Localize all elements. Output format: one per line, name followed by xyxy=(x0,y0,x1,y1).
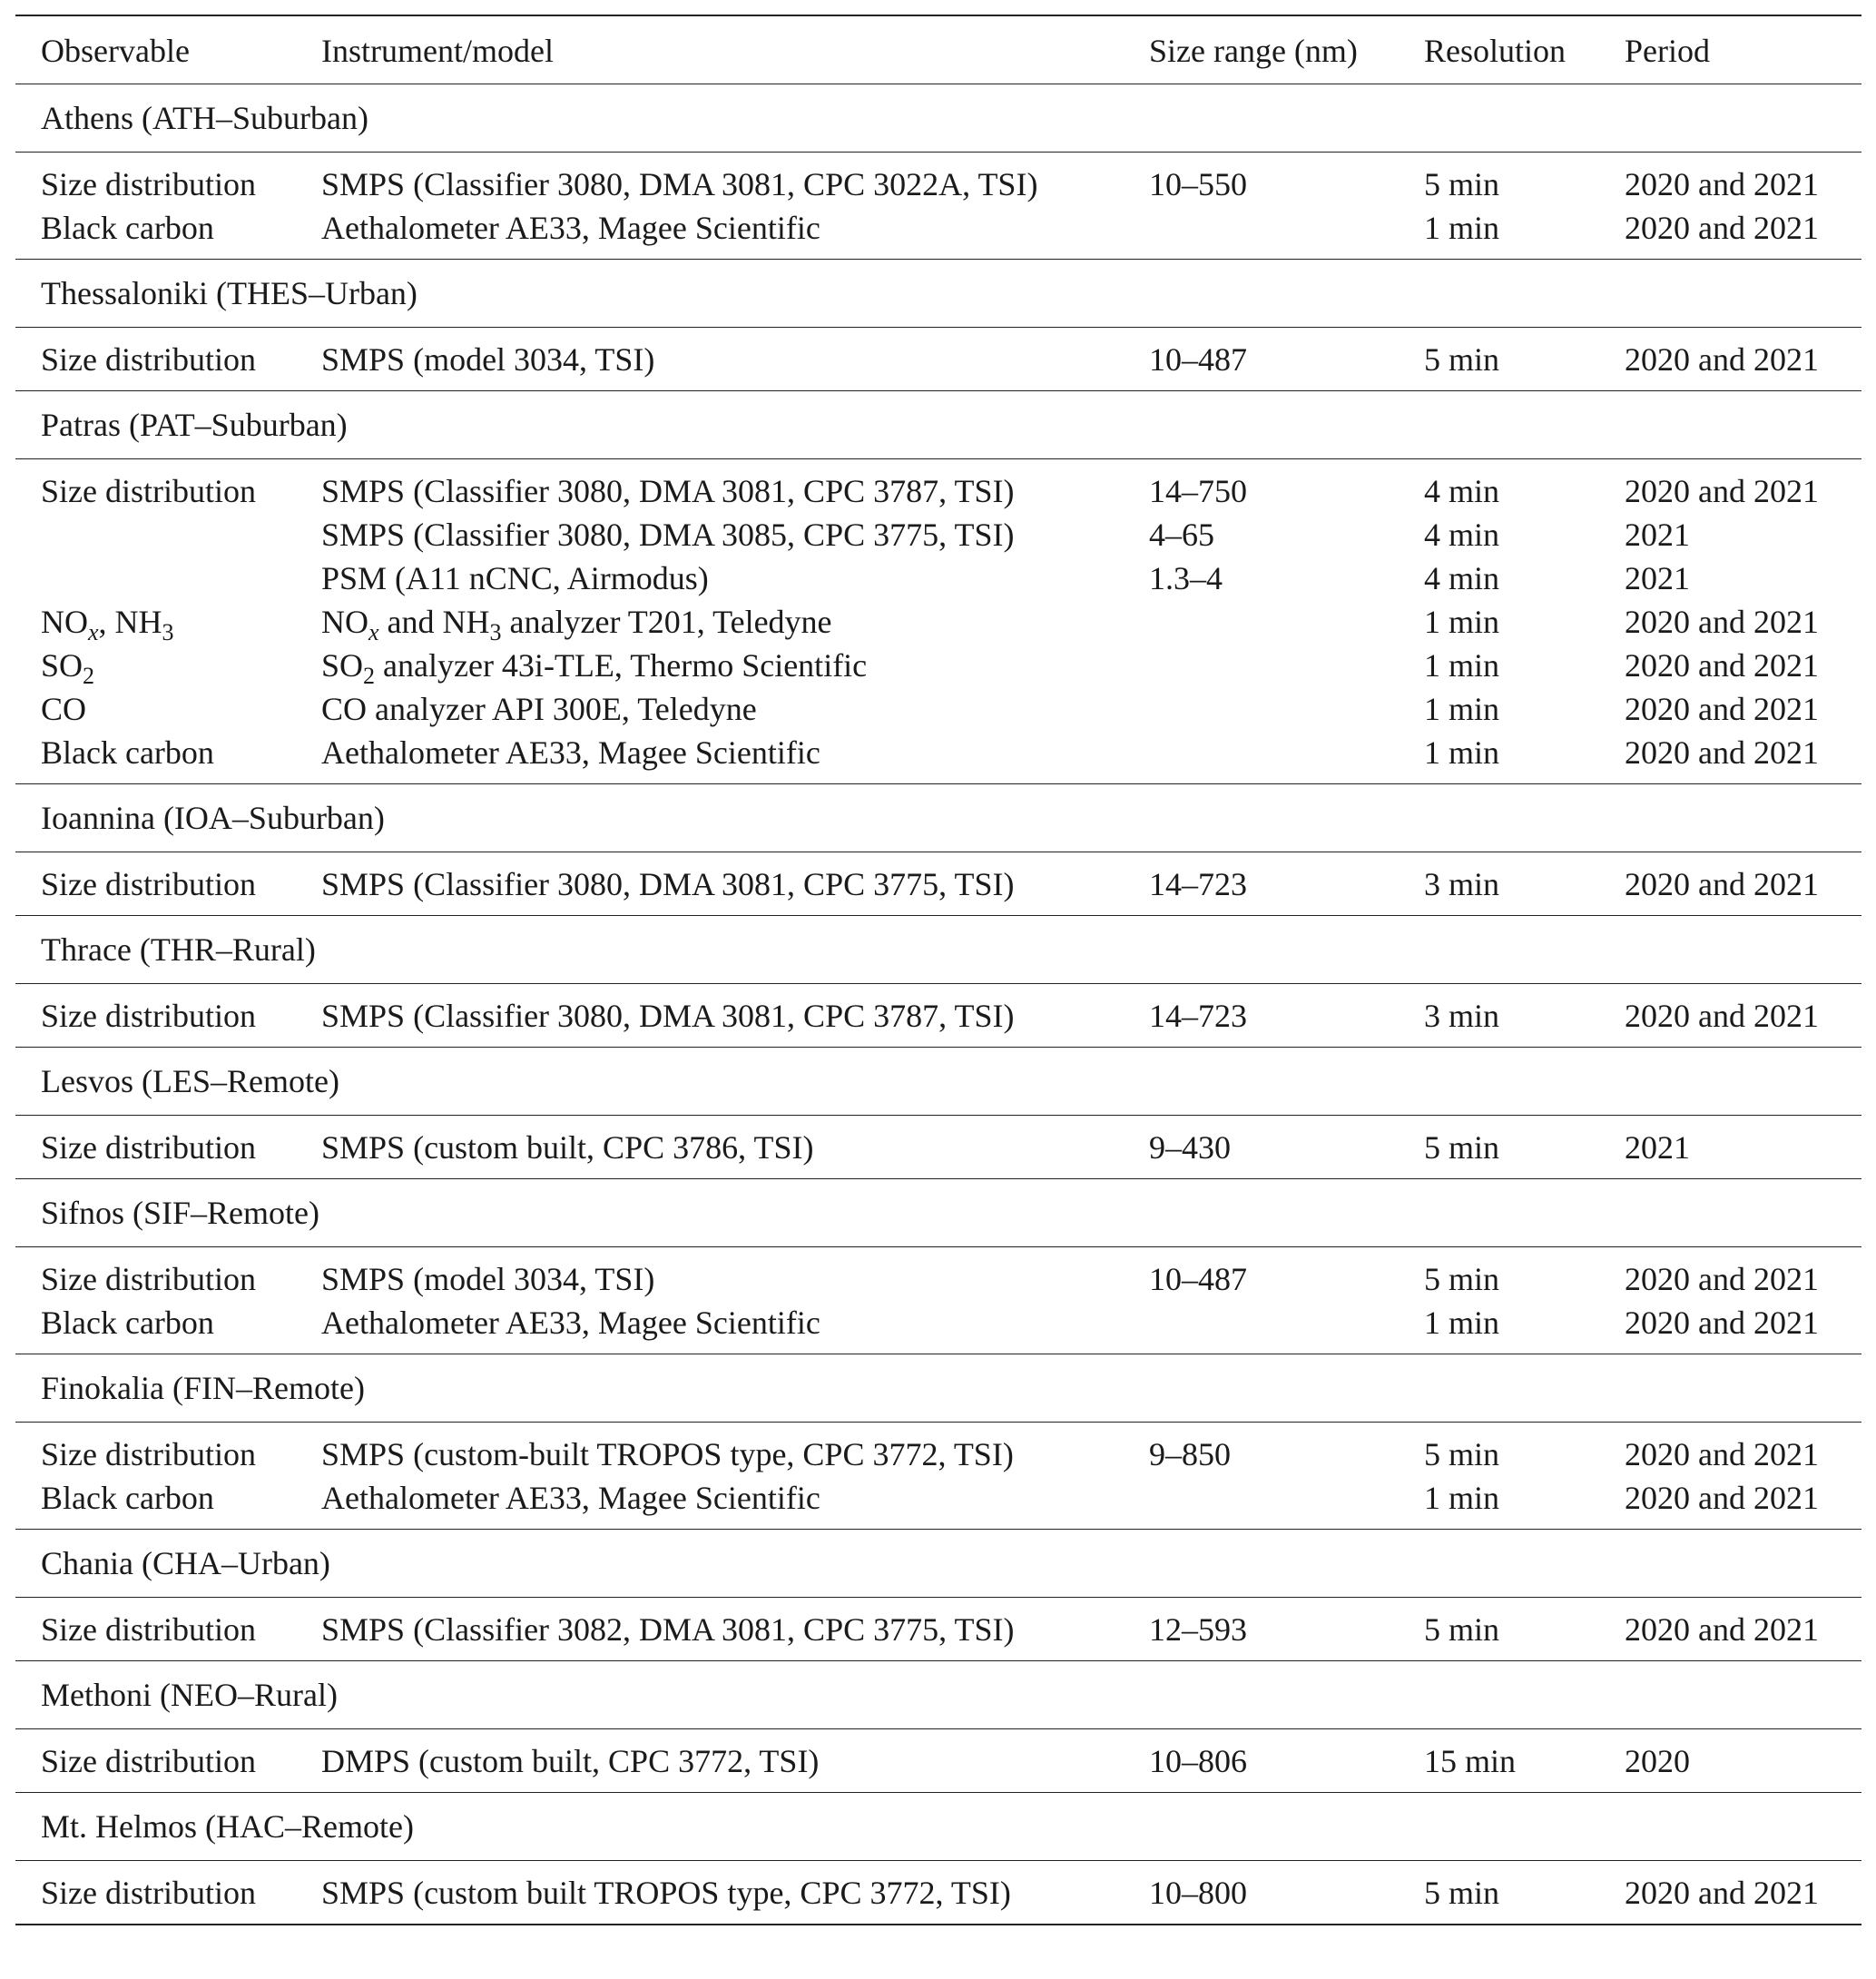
site-name: Thessaloniki (THES–Urban) xyxy=(41,275,417,311)
period-cell: 2020 and 2021 xyxy=(1625,866,1819,902)
instrument-cell: CO analyzer API 300E, Teledyne xyxy=(321,691,757,727)
instrument-cell: SMPS (Classifier 3082, DMA 3081, CPC 3775, TSI) xyxy=(321,1611,1015,1648)
period-cell: 2020 and 2021 xyxy=(1625,1436,1819,1472)
site-name: Athens (ATH–Suburban) xyxy=(41,100,368,136)
resolution-cell: 1 min xyxy=(1424,1480,1500,1516)
observable-cell: Size distribution xyxy=(41,1875,256,1911)
site-name: Finokalia (FIN–Remote) xyxy=(41,1370,365,1406)
instrument-cell: SMPS (Classifier 3080, DMA 3081, CPC 3022A, TSI) xyxy=(321,166,1038,202)
observable-cell xyxy=(15,513,296,556)
instrument-cell: SMPS (Classifier 3080, DMA 3081, CPC 3775, TSI) xyxy=(321,866,1015,902)
site-group xyxy=(15,1048,1861,1179)
site-header-row xyxy=(15,1179,1861,1247)
table-row xyxy=(15,513,1861,556)
table-row xyxy=(15,1861,1861,1925)
instrument-cell: SMPS (custom-built TROPOS type, CPC 3772, TSI) xyxy=(321,1436,1014,1472)
instrument-cell: Aethalometer AE33, Magee Scientific xyxy=(321,1305,820,1341)
site-group xyxy=(15,391,1861,784)
instrument-cell: $SO_2$ analyzer 43i-TLE, Thermo Scientific xyxy=(321,647,868,689)
resolution-cell: 4 min xyxy=(1424,473,1500,509)
resolution-cell: 5 min xyxy=(1424,166,1500,202)
site-group xyxy=(15,1354,1861,1530)
instrument-cell: SMPS (model 3034, TSI) xyxy=(321,1261,655,1297)
table-row xyxy=(15,1116,1861,1179)
size-range-cell: 10–806 xyxy=(1149,1743,1247,1779)
resolution-cell: 5 min xyxy=(1424,1261,1500,1297)
observable-cell: Size distribution xyxy=(41,1261,256,1297)
resolution-cell: 5 min xyxy=(1424,1129,1500,1166)
table-row xyxy=(15,731,1861,784)
site-name: Methoni (NEO–Rural) xyxy=(41,1677,338,1713)
size-range-cell: 4–65 xyxy=(1149,517,1214,553)
table-row xyxy=(15,1247,1861,1302)
site-header-row xyxy=(15,1048,1861,1116)
observable-cell: Size distribution xyxy=(41,1436,256,1472)
site-header-row xyxy=(15,916,1861,984)
observable-cell: Size distribution xyxy=(41,998,256,1034)
size-range-cell: 9–850 xyxy=(1149,1436,1231,1472)
header-instrument-model: Instrument/model xyxy=(321,33,554,69)
observable-cell: $NO_x$, $NH_3$ xyxy=(41,604,174,645)
period-cell: 2020 and 2021 xyxy=(1625,1611,1819,1648)
size-range-cell: 10–800 xyxy=(1149,1875,1247,1911)
observable-cell xyxy=(15,556,296,600)
size-range-cell xyxy=(1124,687,1399,731)
observable-cell: Black carbon xyxy=(41,734,214,771)
period-cell: 2020 and 2021 xyxy=(1625,1305,1819,1341)
period-cell: 2020 and 2021 xyxy=(1625,1875,1819,1911)
instrument-cell: Aethalometer AE33, Magee Scientific xyxy=(321,734,820,771)
period-cell: 2020 xyxy=(1625,1743,1690,1779)
period-cell: 2020 and 2021 xyxy=(1625,691,1819,727)
site-name: Ioannina (IOA–Suburban) xyxy=(41,800,385,836)
header-size-range: Size range (nm) xyxy=(1149,33,1358,69)
size-range-cell: 10–550 xyxy=(1149,166,1247,202)
observable-cell: Black carbon xyxy=(41,1305,214,1341)
resolution-cell: 15 min xyxy=(1424,1743,1517,1779)
site-name: Chania (CHA–Urban) xyxy=(41,1545,330,1581)
table-row xyxy=(15,206,1861,260)
size-range-cell: 14–723 xyxy=(1149,998,1247,1034)
instrument-cell: SMPS (custom built, CPC 3786, TSI) xyxy=(321,1129,814,1166)
instrument-cell: Aethalometer AE33, Magee Scientific xyxy=(321,1480,820,1516)
period-cell: 2020 and 2021 xyxy=(1625,341,1819,378)
size-range-cell xyxy=(1124,731,1399,784)
resolution-cell: 1 min xyxy=(1424,691,1500,727)
table-row xyxy=(15,984,1861,1048)
size-range-cell: 10–487 xyxy=(1149,1261,1247,1297)
site-name: Lesvos (LES–Remote) xyxy=(41,1063,339,1099)
table-row xyxy=(15,644,1861,687)
table-row xyxy=(15,1301,1861,1354)
table-row xyxy=(15,687,1861,731)
period-cell: 2021 xyxy=(1625,1129,1690,1166)
size-range-cell xyxy=(1124,1301,1399,1354)
period-cell: 2021 xyxy=(1625,560,1690,596)
instrument-cell: SMPS (Classifier 3080, DMA 3085, CPC 3775, TSI) xyxy=(321,517,1015,553)
header-row xyxy=(15,15,1861,84)
table-row xyxy=(15,1476,1861,1530)
instrument-cell: SMPS (model 3034, TSI) xyxy=(321,341,655,378)
site-group xyxy=(15,260,1861,391)
instrument-cell: PSM (A11 nCNC, Airmodus) xyxy=(321,560,709,596)
period-cell: 2020 and 2021 xyxy=(1625,647,1819,684)
resolution-cell: 1 min xyxy=(1424,604,1500,640)
resolution-cell: 3 min xyxy=(1424,866,1500,902)
size-range-cell xyxy=(1124,206,1399,260)
size-range-cell xyxy=(1124,644,1399,687)
site-group xyxy=(15,84,1861,260)
resolution-cell: 1 min xyxy=(1424,734,1500,771)
header-observable: Observable xyxy=(41,33,190,69)
observable-cell: $SO_2$ xyxy=(41,647,95,689)
instrument-table-container xyxy=(15,15,1861,1925)
site-group xyxy=(15,1530,1861,1661)
instrument-cell: Aethalometer AE33, Magee Scientific xyxy=(321,210,820,246)
period-cell: 2020 and 2021 xyxy=(1625,166,1819,202)
site-header-row xyxy=(15,1793,1861,1861)
size-range-cell: 12–593 xyxy=(1149,1611,1247,1648)
resolution-cell: 5 min xyxy=(1424,1611,1500,1648)
resolution-cell: 3 min xyxy=(1424,998,1500,1034)
period-cell: 2021 xyxy=(1625,517,1690,553)
header-resolution: Resolution xyxy=(1424,33,1567,69)
observable-cell: Size distribution xyxy=(41,341,256,378)
table-row xyxy=(15,1729,1861,1793)
instrument-cell: SMPS (Classifier 3080, DMA 3081, CPC 3787, TSI) xyxy=(321,998,1015,1034)
site-header-row xyxy=(15,84,1861,153)
site-name: Sifnos (SIF–Remote) xyxy=(41,1195,320,1231)
observable-cell: Size distribution xyxy=(41,1611,256,1648)
site-name: Patras (PAT–Suburban) xyxy=(41,407,348,443)
table-row xyxy=(15,556,1861,600)
period-cell: 2020 and 2021 xyxy=(1625,473,1819,509)
site-group xyxy=(15,1793,1861,1925)
instrument-cell: DMPS (custom built, CPC 3772, TSI) xyxy=(321,1743,820,1779)
site-header-row xyxy=(15,784,1861,852)
table-row xyxy=(15,852,1861,916)
resolution-cell: 5 min xyxy=(1424,1436,1500,1472)
resolution-cell: 1 min xyxy=(1424,1305,1500,1341)
resolution-cell: 4 min xyxy=(1424,560,1500,596)
site-group xyxy=(15,916,1861,1048)
resolution-cell: 4 min xyxy=(1424,517,1500,553)
observable-cell: Size distribution xyxy=(41,166,256,202)
period-cell: 2020 and 2021 xyxy=(1625,734,1819,771)
table-row xyxy=(15,153,1861,207)
period-cell: 2020 and 2021 xyxy=(1625,1261,1819,1297)
resolution-cell: 1 min xyxy=(1424,647,1500,684)
size-range-cell: 1.3–4 xyxy=(1149,560,1223,596)
size-range-cell xyxy=(1124,1476,1399,1530)
site-header-row xyxy=(15,1530,1861,1598)
site-header-row xyxy=(15,1354,1861,1423)
table-row xyxy=(15,1423,1861,1477)
header-period: Period xyxy=(1625,33,1710,69)
table-row xyxy=(15,600,1861,644)
table-header xyxy=(15,15,1861,84)
observable-cell: CO xyxy=(41,691,87,727)
resolution-cell: 5 min xyxy=(1424,1875,1500,1911)
site-group xyxy=(15,1179,1861,1354)
instrument-cell: SMPS (custom built TROPOS type, CPC 3772, TSI) xyxy=(321,1875,1011,1911)
instrument-cell: SMPS (Classifier 3080, DMA 3081, CPC 3787, TSI) xyxy=(321,473,1015,509)
instrument-cell: $NO_x$ and $NH_3$ analyzer T201, Teledyne xyxy=(321,604,832,645)
site-group xyxy=(15,1661,1861,1793)
observable-cell: Black carbon xyxy=(41,210,214,246)
size-range-cell: 14–723 xyxy=(1149,866,1247,902)
instrument-table xyxy=(15,15,1861,1925)
observable-cell: Size distribution xyxy=(41,1743,256,1779)
site-name: Mt. Helmos (HAC–Remote) xyxy=(41,1808,414,1845)
table-row xyxy=(15,1598,1861,1661)
size-range-cell xyxy=(1124,600,1399,644)
size-range-cell: 14–750 xyxy=(1149,473,1247,509)
site-name: Thrace (THR–Rural) xyxy=(41,931,316,968)
site-header-row xyxy=(15,260,1861,328)
resolution-cell: 1 min xyxy=(1424,210,1500,246)
period-cell: 2020 and 2021 xyxy=(1625,998,1819,1034)
resolution-cell: 5 min xyxy=(1424,341,1500,378)
observable-cell: Size distribution xyxy=(41,1129,256,1166)
period-cell: 2020 and 2021 xyxy=(1625,604,1819,640)
site-header-row xyxy=(15,391,1861,459)
site-group xyxy=(15,784,1861,916)
table-row xyxy=(15,459,1861,514)
period-cell: 2020 and 2021 xyxy=(1625,210,1819,246)
period-cell: 2020 and 2021 xyxy=(1625,1480,1819,1516)
observable-cell: Black carbon xyxy=(41,1480,214,1516)
size-range-cell: 10–487 xyxy=(1149,341,1247,378)
observable-cell: Size distribution xyxy=(41,473,256,509)
table-row xyxy=(15,328,1861,391)
size-range-cell: 9–430 xyxy=(1149,1129,1231,1166)
site-header-row xyxy=(15,1661,1861,1729)
observable-cell: Size distribution xyxy=(41,866,256,902)
